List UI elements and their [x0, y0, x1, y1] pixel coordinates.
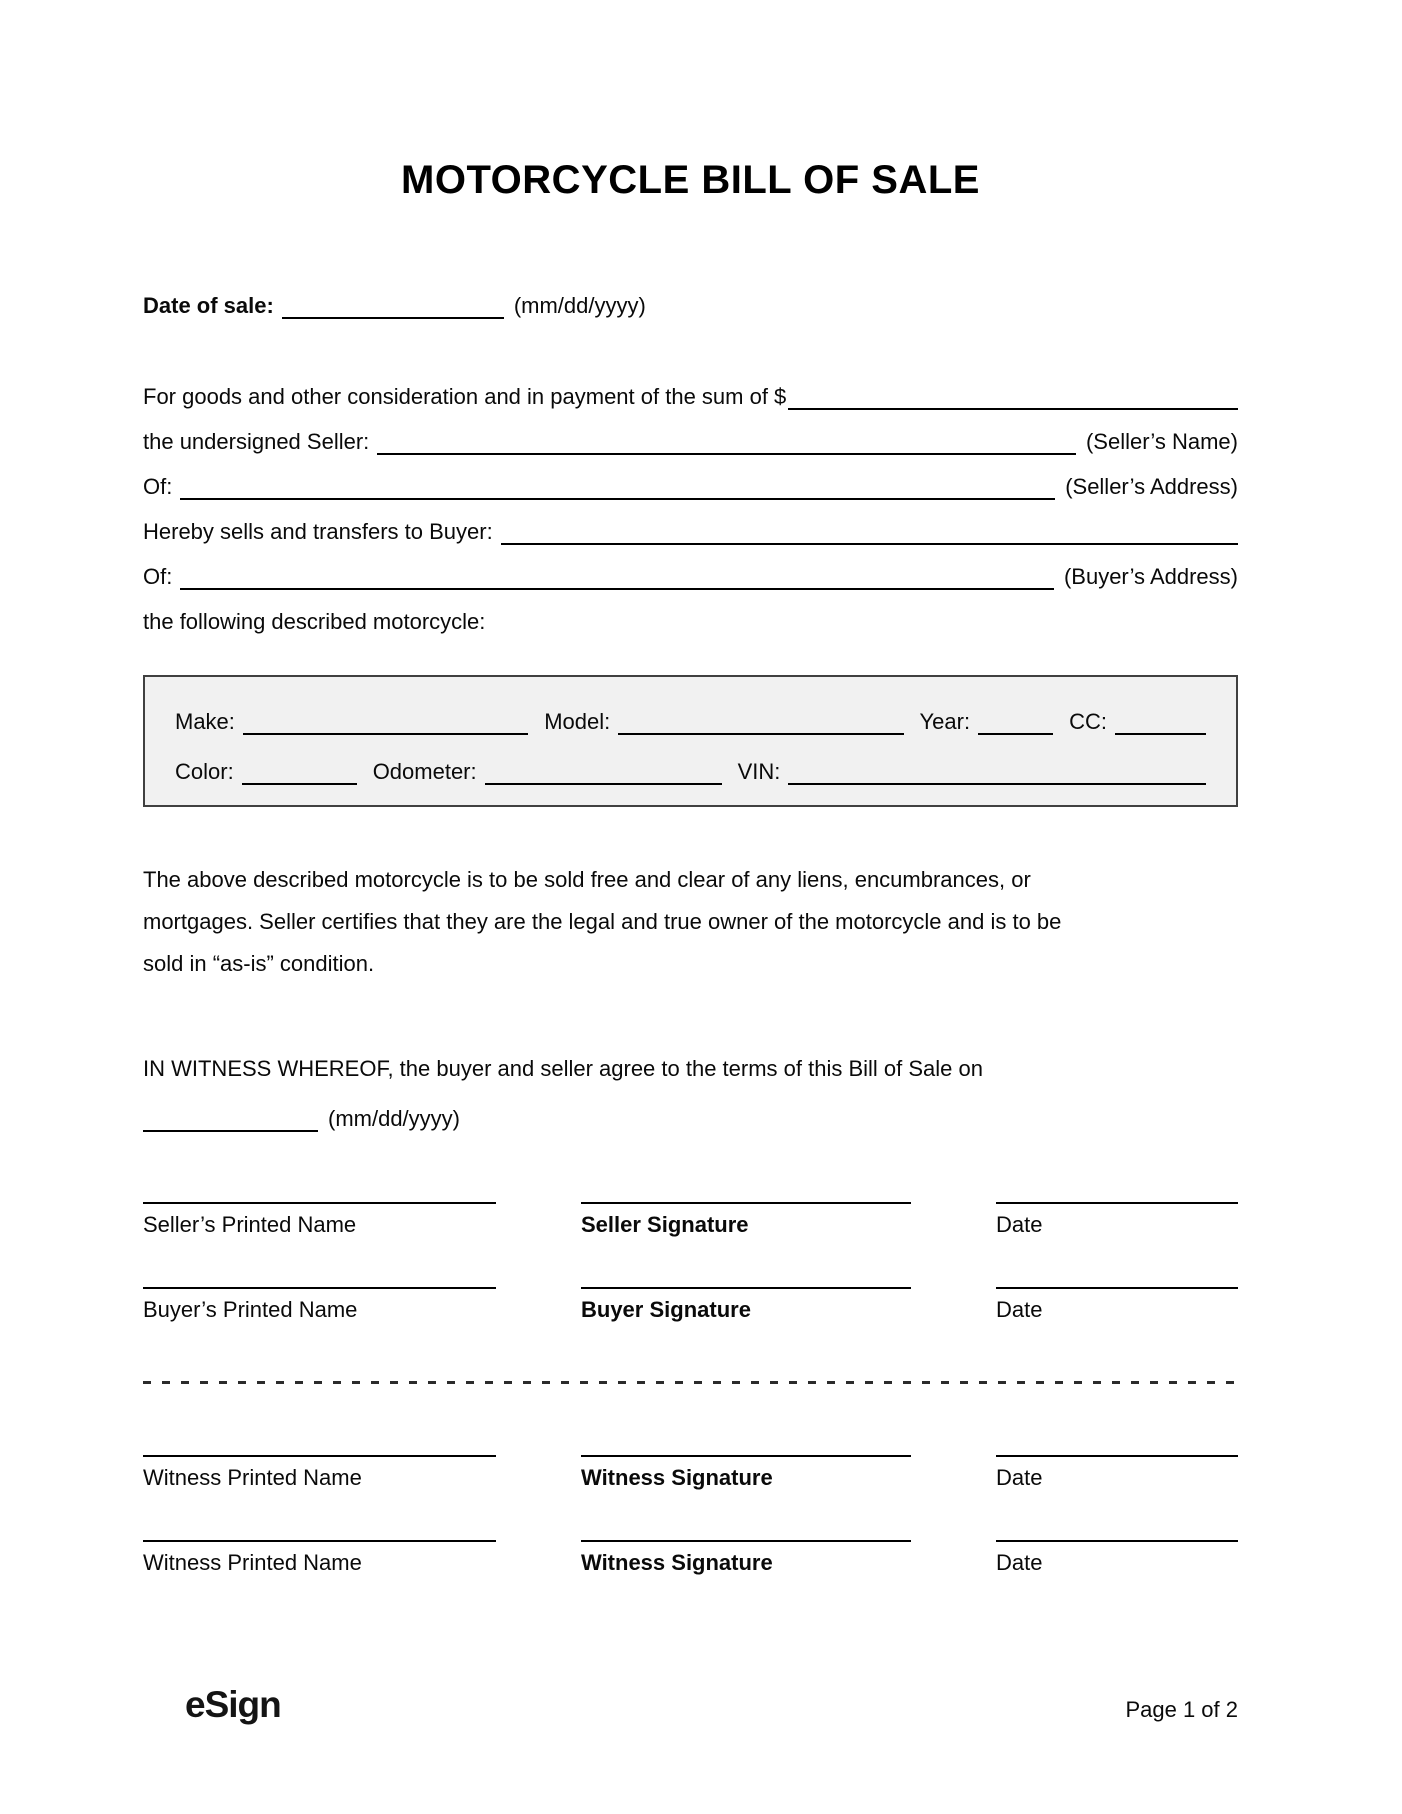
legal-clause-line: mortgages. Seller certifies that they are the legal and true owner of the motorcycle and is to be	[143, 909, 1062, 934]
witness1-date-line[interactable]: Date	[996, 1455, 1238, 1491]
seller-name-hint: (Seller’s Name)	[1085, 429, 1238, 454]
witness2-signature-line[interactable]: Witness Signature	[581, 1540, 911, 1576]
sum-field[interactable]	[788, 380, 1238, 410]
seller-address-row	[143, 455, 1238, 500]
esign-logo: eSign	[185, 1684, 281, 1725]
date-of-sale-field[interactable]	[282, 289, 504, 319]
closing-line-row	[143, 590, 1238, 635]
year-field[interactable]	[978, 705, 1053, 735]
seller-signature-row	[143, 1202, 1238, 1238]
legal-clause	[143, 859, 1238, 985]
date-of-sale-label: Date of sale:	[143, 293, 274, 318]
color-label: Color:	[175, 759, 234, 784]
seller-name-row	[143, 410, 1238, 455]
buyer-address-label: Of:	[143, 564, 173, 589]
vehicle-row-2	[175, 735, 1206, 785]
buyer-date-line[interactable]: Date	[996, 1287, 1238, 1323]
seller-address-hint: (Seller’s Address)	[1065, 474, 1238, 499]
agreement-date-row	[143, 1082, 1238, 1132]
agreement-date-field[interactable]	[143, 1102, 318, 1132]
date-format-hint: (mm/dd/yyyy)	[513, 293, 646, 318]
buyer-signature-row	[143, 1287, 1238, 1323]
cc-label: CC:	[1069, 709, 1107, 734]
witness2-date-line[interactable]: Date	[996, 1540, 1238, 1576]
date-of-sale-row	[143, 281, 1238, 319]
witness1-printed-name-line[interactable]: Witness Printed Name	[143, 1455, 496, 1491]
odometer-field[interactable]	[485, 755, 722, 785]
page-number: Page 1 of 2	[1125, 1697, 1238, 1722]
year-label: Year:	[919, 709, 971, 734]
closing-line: the following described motorcycle:	[143, 609, 486, 634]
sum-label: For goods and other consideration and in payment of the sum of $	[143, 384, 787, 409]
page-footer	[143, 1684, 1238, 1726]
witness-clause-text: IN WITNESS WHEREOF, the buyer and seller agree to the terms of this Bill of Sale on	[143, 1056, 983, 1081]
buyer-address-field[interactable]	[180, 560, 1054, 590]
model-label: Model:	[544, 709, 611, 734]
witness2-printed-name-line[interactable]: Witness Printed Name	[143, 1540, 496, 1576]
seller-date-line[interactable]: Date	[996, 1202, 1238, 1238]
vin-field[interactable]	[788, 755, 1206, 785]
make-field[interactable]	[243, 705, 528, 735]
buyer-name-row	[143, 500, 1238, 545]
cc-field[interactable]	[1115, 705, 1206, 735]
buyer-address-hint: (Buyer’s Address)	[1063, 564, 1238, 589]
document-content	[0, 158, 1402, 1576]
legal-clause-line: The above described motorcycle is to be sold free and clear of any liens, encumbrances, or	[143, 867, 1031, 892]
buyer-name-field[interactable]	[501, 515, 1238, 545]
witness2-signature-row	[143, 1540, 1238, 1576]
legal-clause-line: sold in “as-is” condition.	[143, 951, 375, 976]
seller-name-field[interactable]	[377, 425, 1076, 455]
buyer-name-label: Hereby sells and transfers to Buyer:	[143, 519, 493, 544]
sum-row	[143, 365, 1238, 410]
signature-section	[143, 1202, 1238, 1576]
page-title: MOTORCYCLE BILL OF SALE	[401, 158, 980, 202]
agreement-date-hint: (mm/dd/yyyy)	[328, 1106, 460, 1131]
witness-clause	[143, 1037, 1238, 1132]
odometer-label: Odometer:	[372, 759, 477, 784]
seller-name-label: the undersigned Seller:	[143, 429, 370, 454]
intro-paragraph	[143, 365, 1238, 635]
seller-printed-name-line[interactable]: Seller’s Printed Name	[143, 1202, 496, 1238]
witness1-signature-row	[143, 1455, 1238, 1491]
seller-address-label: Of:	[143, 474, 173, 499]
seller-address-field[interactable]	[180, 470, 1055, 500]
buyer-printed-name-line[interactable]: Buyer’s Printed Name	[143, 1287, 496, 1323]
vin-label: VIN:	[737, 759, 781, 784]
vehicle-row-1	[175, 685, 1206, 735]
model-field[interactable]	[618, 705, 903, 735]
vehicle-description-box	[143, 675, 1238, 807]
make-label: Make:	[175, 709, 235, 734]
buyer-signature-line[interactable]: Buyer Signature	[581, 1287, 911, 1323]
seller-signature-line[interactable]: Seller Signature	[581, 1202, 911, 1238]
witness1-signature-line[interactable]: Witness Signature	[581, 1455, 911, 1491]
buyer-address-row	[143, 545, 1238, 590]
color-field[interactable]	[242, 755, 357, 785]
dashed-divider	[143, 1381, 1238, 1384]
